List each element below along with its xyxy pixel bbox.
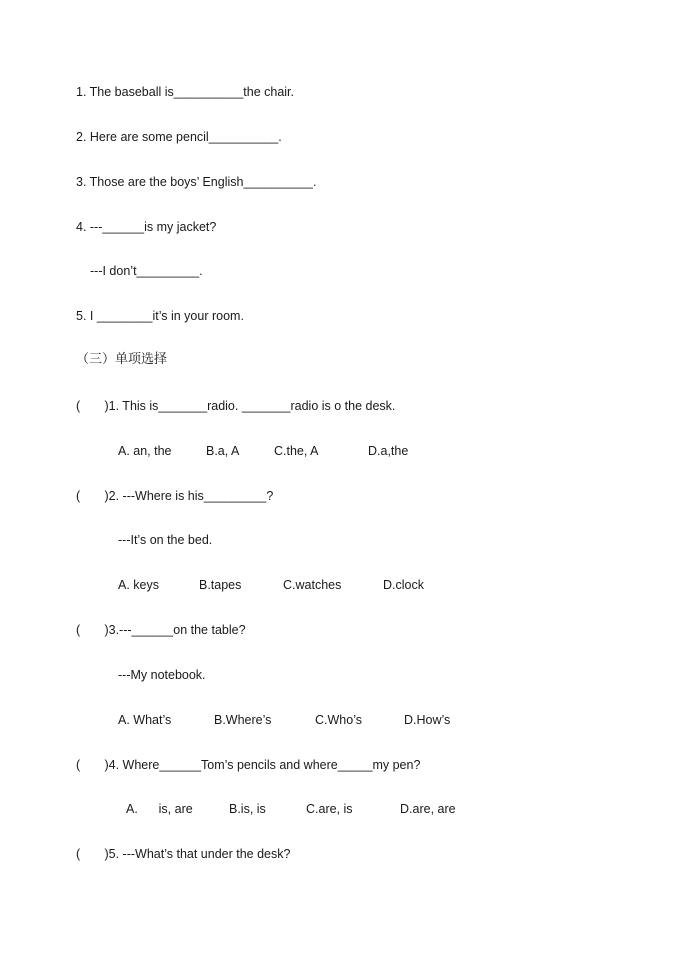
question-1-option-c: C.the, A [274, 444, 319, 458]
question-4-option-c: C.are, is [306, 802, 353, 816]
fill-blank-2: 2. Here are some pencil__________. [76, 130, 282, 144]
question-2-option-a: A. keys [118, 578, 159, 592]
question-4-option-d: D.are, are [400, 802, 456, 816]
question-1-option-d: D.a,the [368, 444, 409, 458]
fill-blank-1: 1. The baseball is__________the chair. [76, 85, 294, 99]
question-3-option-d: D.How’s [404, 713, 451, 727]
fill-blank-3: 3. Those are the boys’ English__________. [76, 175, 317, 189]
fill-blank-4: 4. ---______is my jacket? [76, 220, 217, 234]
question-1-option-a: A. an, the [118, 444, 172, 458]
question-2-option-d: D.clock [383, 578, 424, 592]
question-2-option-b: B.tapes [199, 578, 242, 592]
question-1-option-b: B.a, A [206, 444, 240, 458]
section-title: （三）单项选择 [76, 352, 168, 367]
question-4-option-a: A. is, are [126, 802, 193, 816]
question-3-option-c: C.Who’s [315, 713, 363, 727]
question-2-option-c: C.watches [283, 578, 342, 592]
question-3-sub: ---My notebook. [118, 668, 206, 682]
question-2-sub: ---It’s on the bed. [118, 533, 213, 547]
question-4-option-b: B.is, is [229, 802, 266, 816]
question-3-option-b: B.Where’s [214, 713, 272, 727]
question-3-option-a: A. What’s [118, 713, 172, 727]
question-5-stem: ( )5. ---What’s that under the desk? [76, 847, 291, 861]
question-2-stem: ( )2. ---Where is his_________? [76, 489, 274, 503]
question-4-stem: ( )4. Where______Tom’s pencils and where_____my pen? [76, 758, 421, 772]
fill-blank-5: 5. I ________it’s in your room. [76, 309, 244, 323]
question-1-stem: ( )1. This is_______radio. _______radio is o the desk. [76, 399, 396, 413]
question-3-stem: ( )3.---______on the table? [76, 623, 246, 637]
fill-blank-4-response: ---I don’t_________. [90, 264, 203, 278]
